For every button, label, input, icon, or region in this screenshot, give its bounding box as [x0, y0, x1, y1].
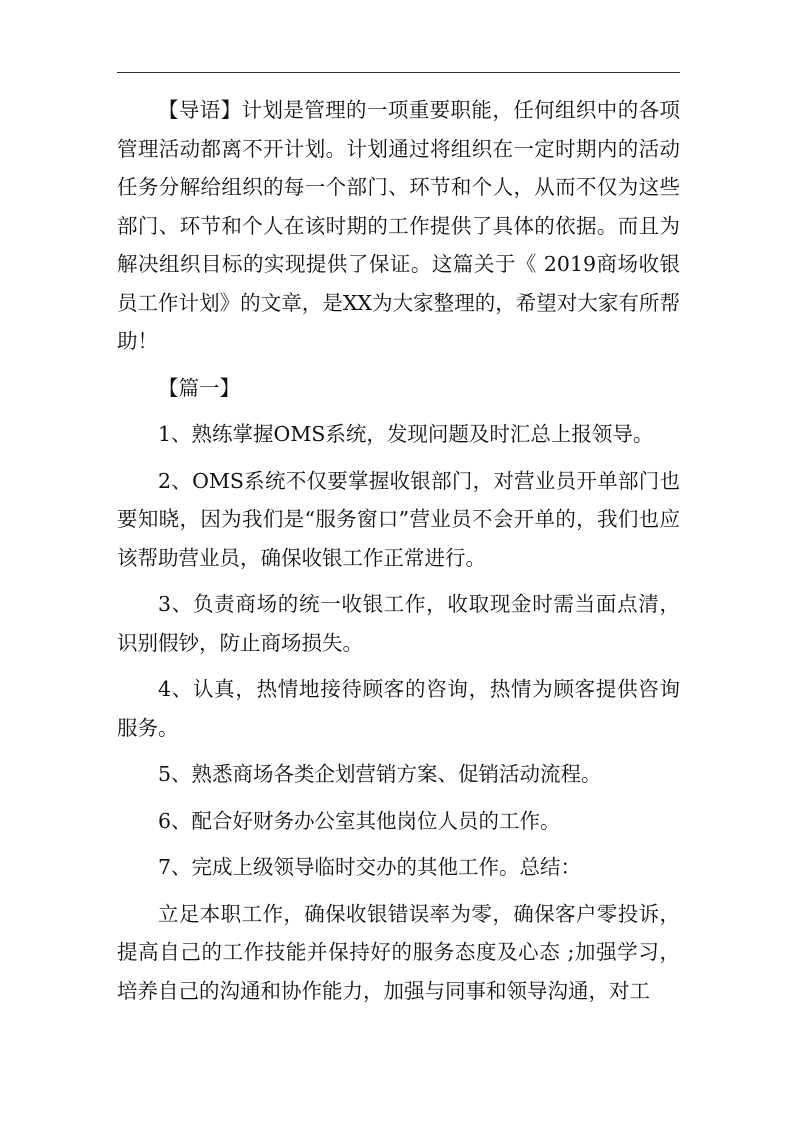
intro-paragraph: 【导语】计划是管理的一项重要职能，任何组织中的各项管理活动都离不开计划。计划通过将组织在一定时期内的活动任务分解给组织的每一个部门、环节和个人，从而不仅为这些部门、环节和个人在该时期的工作提供了具体的依据。而且为解决组织目标的实现提供了保证。这篇关于《 2019商场收银员工作计划》的文章，是XX为大家整理的，希望对大家有所帮助！	[117, 98, 680, 353]
list-item-4: 4、认真，热情地接待顾客的咨询，热情为顾客提供咨询服务。	[117, 677, 680, 740]
section-title: 【篇一】	[158, 375, 240, 400]
list-item-1: 1、熟练掌握OMS系统，发现问题及时汇总上报领导。	[158, 422, 654, 446]
list-item-7: 7、完成上级领导临时交办的其他工作。总结：	[158, 855, 582, 879]
header-rule	[117, 72, 680, 73]
list-item-5: 5、熟悉商场各类企划营销方案、促销活动流程。	[158, 762, 602, 786]
closing-paragraph: 立足本职工作，确保收银错误率为零，确保客户零投诉，提高自己的工作技能并保持好的服务态度及心态 ;加强学习，培养自己的沟通和协作能力，加强与同事和领导沟通，对工	[117, 901, 680, 1003]
document-body	[117, 91, 680, 1018]
list-item-2: 2、OMS系统不仅要掌握收银部门，对营业员开单部门也要知晓，因为我们是“服务窗口”营业员不会开单的，我们也应该帮助营业员，确保收银工作正常进行。	[117, 468, 680, 570]
list-item-6: 6、配合好财务办公室其他岗位人员的工作。	[158, 808, 561, 833]
list-item-3: 3、负责商场的统一收银工作，收取现金时需当面点清，识别假钞，防止商场损失。	[117, 592, 680, 655]
